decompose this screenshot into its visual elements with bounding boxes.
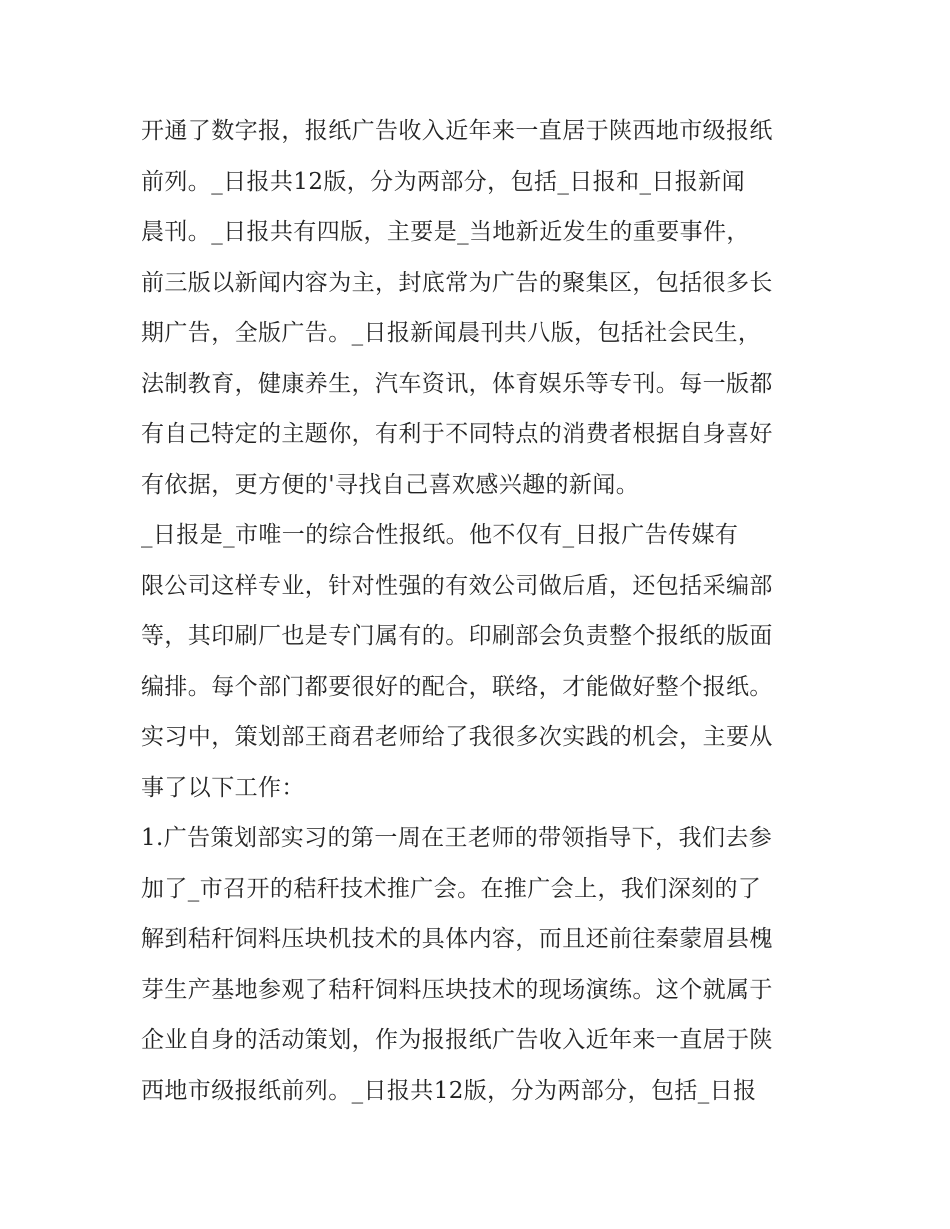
text-line: 编排。每个部门都要很好的配合，联络，才能做好整个报纸。 xyxy=(141,673,773,700)
text-line: 有依据，更方便的'寻找自己喜欢感兴趣的新闻。 xyxy=(141,471,640,498)
text-line: 实习中，策划部王商君老师给了我很多次实践的机会，主要从 xyxy=(141,724,773,750)
text-line: 事了以下工作： xyxy=(141,774,305,801)
text-line: 期广告，全版广告。_日报新闻晨刊共八版，包括社会民生， xyxy=(141,320,762,346)
text-line: 企业自身的活动策划，作为报报纸广告收入近年来一直居于陕 xyxy=(141,1027,773,1053)
text-line: 前列。_日报共12版，分为两部分，包括_日报和_日报新闻 xyxy=(141,168,745,195)
text-line: 法制教育，健康养生，汽车资讯，体育娱乐等专刊。每一版都 xyxy=(141,370,773,397)
text-line: 西地市级报纸前列。_日报共12版，分为两部分，包括_日报 xyxy=(141,1077,757,1104)
text-line: 开通了数字报，报纸广告收入近年来一直居于陕西地市级报纸 xyxy=(141,118,773,144)
text-line: 有自己特定的主题你，有利于不同特点的消费者根据自身喜好 xyxy=(141,421,773,447)
text-line: 芽生产基地参观了秸秆饲料压块技术的现场演练。这个就属于 xyxy=(141,976,773,1003)
text-line: 1.广告策划部实习的第一周在王老师的带领指导下，我们去参 xyxy=(141,825,773,851)
text-line: 加了_市召开的秸秆技术推广会。在推广会上，我们深刻的了 xyxy=(141,875,762,902)
text-line: 前三版以新闻内容为主，封底常为广告的聚集区，包括很多长 xyxy=(141,269,773,296)
text-line: 限公司这样专业，针对性强的有效公司做后盾，还包括采编部 xyxy=(141,572,773,599)
text-line: 等，其印刷厂也是专门属有的。印刷部会负责整个报纸的版面 xyxy=(141,623,773,649)
text-line: 晨刊。_日报共有四版，主要是_当地新近发生的重要事件， xyxy=(141,219,750,245)
document-body xyxy=(141,106,821,1116)
text-line: 解到秸秆饲料压块机技术的具体内容，而且还前往秦蒙眉县槐 xyxy=(141,926,773,952)
text-line: _日报是_市唯一的综合性报纸。他不仅有_日报广告传媒有 xyxy=(141,522,739,548)
